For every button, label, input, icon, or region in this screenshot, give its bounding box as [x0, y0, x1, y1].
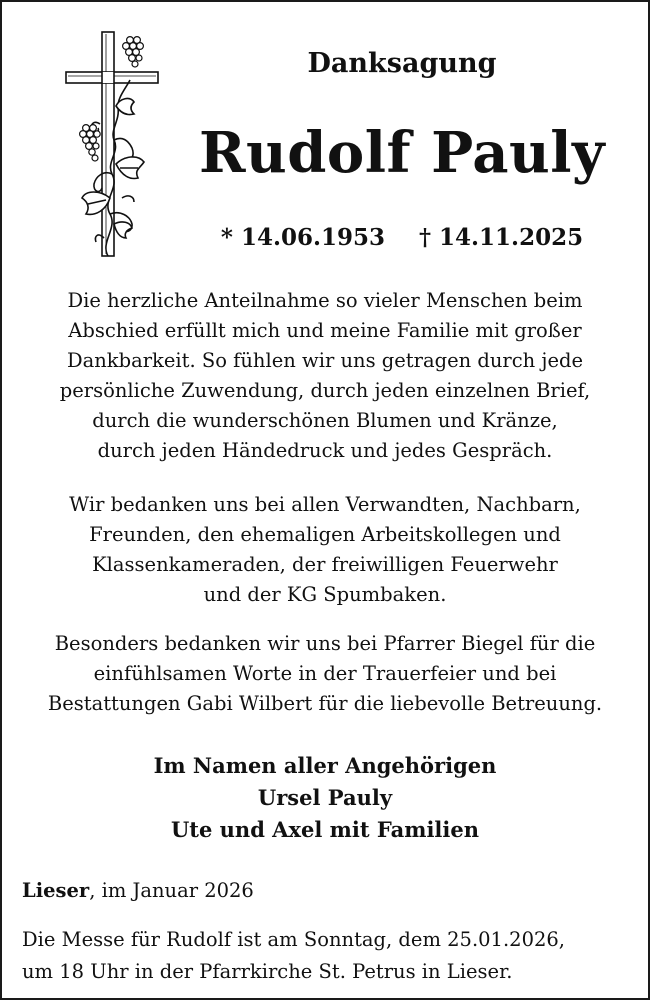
text-line: Bestattungen Gabi Wilbert für die liebevolle Betreuung.: [47, 692, 603, 715]
signature-line: Im Namen aller Angehörigen: [153, 753, 497, 778]
thanks-paragraph-3: [22, 629, 628, 719]
text-line: Abschied erfüllt mich und meine Familie mit großer: [68, 319, 582, 342]
text-line: durch jeden Händedruck und jedes Gespräch.: [97, 439, 553, 462]
text-line: Die Messe für Rudolf ist am Sonntag, dem 25.01.2026,: [22, 928, 565, 951]
text-line: und der KG Spumbaken.: [203, 583, 447, 606]
text-line: Klassenkameraden, der freiwilligen Feuerwehr: [92, 553, 558, 576]
text-line: Freunden, den ehemaligen Arbeitskollegen und: [89, 523, 561, 546]
signature-block: [22, 750, 628, 846]
text-line: Dankbarkeit. So fühlen wir uns getragen durch jede: [66, 349, 584, 372]
place-and-date: [22, 876, 254, 906]
text-line: persönliche Zuwendung, durch jeden einzelnen Brief,: [59, 379, 591, 402]
deceased-name: Rudolf Pauly: [198, 120, 606, 186]
text-line: durch die wunderschönen Blumen und Kränze,: [92, 409, 558, 432]
text-line: Wir bedanken uns bei allen Verwandten, Nachbarn,: [69, 493, 581, 516]
place-name: Lieser: [22, 879, 90, 902]
life-dates: [202, 224, 602, 251]
date-text: , im Januar 2026: [89, 879, 254, 902]
thanks-paragraph-1: [22, 286, 628, 466]
signature-line: Ursel Pauly: [257, 785, 393, 810]
thanks-paragraph-2: [22, 490, 628, 610]
text-line: Besonders bedanken wir uns bei Pfarrer Biegel für die: [54, 632, 596, 655]
signature-line: Ute und Axel mit Familien: [170, 817, 480, 842]
text-line: um 18 Uhr in der Pfarrkirche St. Petrus in Lieser.: [22, 960, 513, 983]
text-line: Die herzliche Anteilnahme so vieler Menschen beim: [67, 289, 583, 312]
notice-heading: Danksagung: [307, 48, 497, 79]
text-line: einfühlsamen Worte in der Trauerfeier und bei: [93, 662, 557, 685]
death-date: † 14.11.2025: [419, 224, 584, 251]
mass-announcement: [22, 924, 628, 988]
cross-with-grapevine-icon: [60, 28, 170, 264]
birth-date: * 14.06.1953: [220, 224, 385, 251]
